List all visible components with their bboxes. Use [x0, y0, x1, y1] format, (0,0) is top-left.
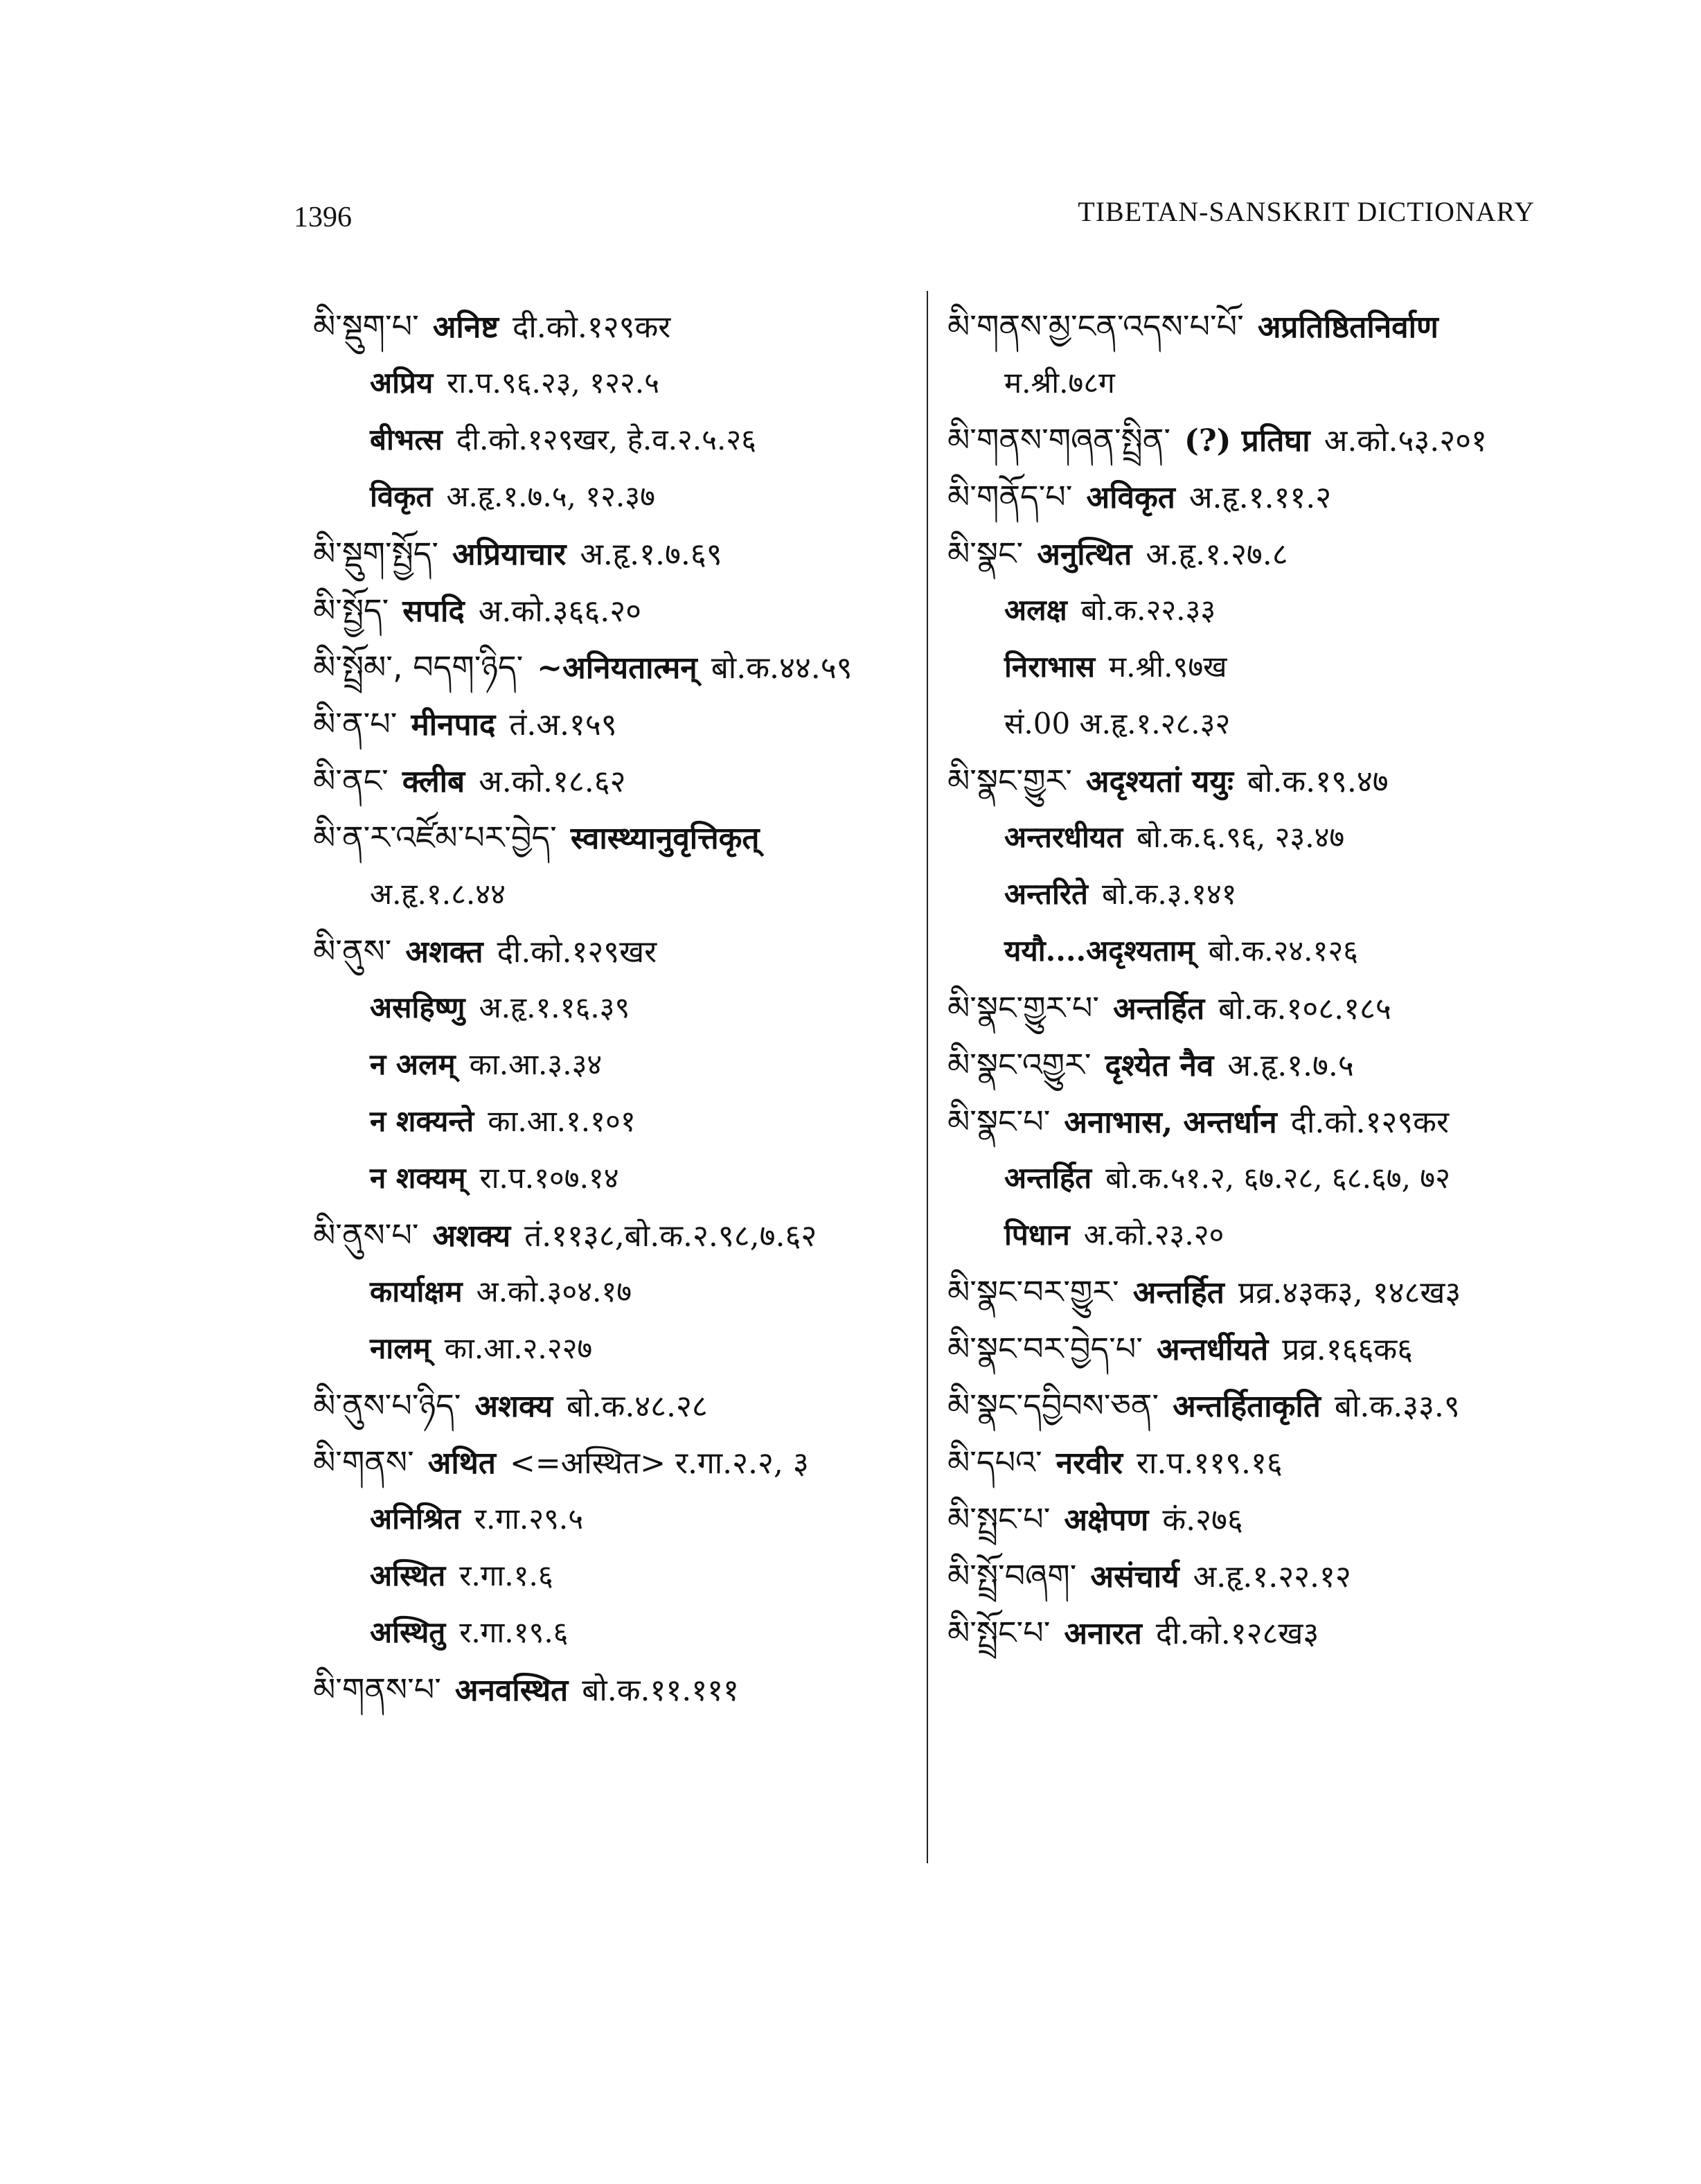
tibetan-headword: མི་གནས་མྱ་ངན་འདས་པ་པོ་ [947, 308, 1244, 345]
left-column [313, 298, 923, 1718]
sanskrit-equivalent: अनुत्थित [1037, 537, 1132, 572]
dictionary-entry-headword [947, 1547, 1571, 1604]
dictionary-entry-headword [947, 1320, 1571, 1377]
source-reference: म.श्री.९७ख [1109, 650, 1227, 684]
dictionary-entry-sub [313, 1547, 923, 1604]
dictionary-entry-sub [313, 1263, 923, 1320]
dictionary-entry-headword [313, 1661, 923, 1718]
sanskrit-equivalent: अदृश्यतां ययुः [1085, 764, 1234, 799]
dictionary-entry-sub [947, 809, 1571, 866]
source-reference: र.गा.१९.६ [459, 1615, 569, 1649]
dictionary-entry-sub [947, 1207, 1571, 1263]
sanskrit-equivalent: अनारत [1064, 1616, 1142, 1651]
source-reference: बो.क.१०८.१८५ [1218, 991, 1391, 1027]
tibetan-headword: མི་གནོད་པ་ [947, 478, 1073, 515]
source-reference: रा.प.१०७.१४ [479, 1161, 619, 1195]
sanskrit-equivalent: नरवीर [1056, 1446, 1123, 1481]
source-reference: अ.हृ.१.२७.८ [1146, 537, 1288, 572]
sanskrit-equivalent: अन्तर्हित [1132, 1275, 1224, 1311]
sanskrit-equivalent: अनिश्रित [370, 1502, 461, 1536]
dictionary-entry-sub [313, 1036, 923, 1093]
dictionary-entry-headword [313, 1434, 923, 1491]
dictionary-entry-sub [313, 1491, 923, 1547]
dictionary-entry-sub [947, 639, 1571, 695]
source-reference: अ.को.१८.६२ [479, 764, 626, 799]
dictionary-entry-headword [947, 1491, 1571, 1547]
sanskrit-equivalent: निराभास [1004, 650, 1096, 684]
sanskrit-equivalent: अक्षेपण [1064, 1502, 1149, 1538]
source-reference: अ.हृ.१.७.५ [1227, 1048, 1354, 1083]
dictionary-entry-headword [947, 1093, 1571, 1150]
dictionary-entry-headword [313, 582, 923, 639]
tibetan-headword: མི་སྤྲང་པ་ [947, 1500, 1051, 1538]
dictionary-entry-cont [947, 355, 1571, 411]
tibetan-headword: མི་སྤྲོམ་, བདག་ཉིད་ [313, 648, 524, 686]
sanskrit-equivalent: अलक्ष [1004, 593, 1067, 627]
sanskrit-equivalent: अशक्त [405, 934, 483, 970]
dictionary-entry-sub [313, 979, 923, 1036]
tibetan-headword: མི་སྣང་གྱུར་པ་ [947, 989, 1100, 1027]
dictionary-entry-headword [947, 1036, 1571, 1093]
sanskrit-equivalent: मीनपाद [411, 707, 496, 743]
source-reference: अ.हृ.१.७.६९ [580, 537, 722, 572]
sanskrit-equivalent: दृश्येत नैव [1105, 1048, 1214, 1083]
source-reference: बो.क.३.१४१ [1101, 877, 1237, 911]
column-divider [927, 291, 928, 1863]
sanskrit-equivalent: अन्तरधीयत [1004, 820, 1123, 854]
dictionary-entry-sub [947, 866, 1571, 923]
dictionary-entry-headword [313, 1207, 923, 1263]
source-reference: बो.क.५१.२, ६७.२८, ६८.६७, ७२ [1105, 1161, 1450, 1195]
source-reference: र.गा.२९.५ [474, 1502, 584, 1536]
dictionary-entry-headword [313, 1377, 923, 1434]
dictionary-entry-headword [947, 468, 1571, 525]
source-reference: अ.को.३०४.१७ [476, 1275, 632, 1308]
dictionary-entry-headword [947, 1377, 1571, 1434]
sanskrit-equivalent: पिधान [1004, 1218, 1070, 1252]
dictionary-entry-headword [313, 752, 923, 809]
source-reference: दी.को.१२९खर [497, 934, 657, 970]
dictionary-entry-sub [313, 1093, 923, 1150]
tibetan-headword: མི་སྤྱོད་ [313, 592, 389, 629]
tibetan-headword: མི་ན་ར་འཛོམ་པར་བྱེད་ [313, 819, 557, 856]
sanskrit-equivalent: अस्थित [370, 1559, 446, 1592]
tibetan-headword: མི་སྣང་བར་བྱེད་པ་ [947, 1330, 1143, 1367]
source-reference: का.आ.३.३४ [469, 1047, 603, 1081]
source-reference: दी.को.१२९खर, हे.व.२.५.२६ [456, 423, 756, 456]
source-reference: कं.२७६ [1162, 1502, 1243, 1538]
sanskrit-equivalent: क्लीब [402, 764, 465, 799]
sanskrit-equivalent: अथित [427, 1446, 496, 1481]
source-reference: दी.को.१२९कर [512, 310, 671, 345]
sanskrit-equivalent: बीभत्स [370, 423, 443, 456]
source-reference: सं.00 अ.हृ.१.२८.३२ [1004, 707, 1231, 740]
right-column [947, 298, 1571, 1661]
sanskrit-equivalent: अनिष्ट [432, 310, 499, 345]
source-reference: तं.अ.१५९ [509, 707, 617, 743]
sanskrit-equivalent: अन्तर्धीयते [1156, 1332, 1269, 1367]
tibetan-headword: མི་གནས་གཞན་སྤྲིན་ [947, 421, 1171, 459]
tibetan-headword: མི་སྣང་བར་གྱུར་ [947, 1273, 1119, 1311]
sanskrit-equivalent: अप्रिय [370, 366, 434, 400]
source-reference: बो.क.२४.१२६ [1208, 934, 1358, 968]
source-reference: बो.क.२२.३३ [1080, 593, 1216, 627]
source-reference: अ.को.५३.२०१ [1324, 423, 1487, 459]
dictionary-entry-headword [313, 639, 923, 695]
source-reference: बो.क.१९.४७ [1247, 764, 1389, 799]
dictionary-entry-sub [313, 1320, 923, 1377]
dictionary-entry-headword [313, 298, 923, 355]
tibetan-headword: མི་ནུས་ [313, 932, 392, 970]
sanskrit-equivalent: असहिष्णु [370, 991, 465, 1024]
tibetan-headword: མི་སྣང་པ་ [947, 1103, 1051, 1140]
tibetan-headword: མི་སྣང་འགྱུར་ [947, 1046, 1092, 1083]
dictionary-entry-headword [313, 695, 923, 752]
dictionary-entry-cont [313, 866, 923, 923]
sanskrit-equivalent: अन्तर्हित [1113, 991, 1205, 1027]
source-reference: र.गा.१.६ [459, 1559, 553, 1592]
tibetan-headword: མི་ནང་ [313, 762, 389, 799]
source-reference: अ.को.२३.२० [1083, 1218, 1224, 1252]
tibetan-headword: མི་སྣང་ [947, 535, 1024, 572]
sanskrit-equivalent: नालम् [370, 1331, 431, 1365]
source-reference: दी.को.१२९कर [1290, 1105, 1449, 1140]
source-reference: तं.११३८,बो.क.२.९८,७.६२ [524, 1218, 817, 1254]
tibetan-headword: མི་སྣང་དབྱིབས་ཅན་ [947, 1387, 1159, 1424]
dictionary-entry-headword [313, 525, 923, 582]
source-reference: प्रव्र.४३क३, १४८ख३ [1238, 1275, 1461, 1311]
tibetan-headword: མི་གནས་ [313, 1444, 414, 1481]
dictionary-entry-headword [947, 411, 1571, 468]
source-reference: अ.हृ.१.७.५, १२.३७ [446, 479, 655, 513]
tibetan-headword: མི་སྤྲོང་པ་ [947, 1614, 1051, 1651]
sanskrit-equivalent: सपदि [402, 594, 465, 629]
source-reference: अ.हृ.१.१६.३९ [479, 991, 630, 1024]
sanskrit-equivalent: अनवस्थित [454, 1673, 569, 1708]
sanskrit-equivalent: अप्रियाचार [452, 537, 567, 572]
source-reference: बो.क.४४.५९ [711, 650, 853, 686]
dictionary-entry-headword [313, 923, 923, 979]
dictionary-entry-headword [947, 298, 1571, 355]
sanskrit-equivalent: अशक्य [474, 1389, 553, 1424]
dictionary-entry-sub [313, 355, 923, 411]
sanskrit-equivalent: अप्रतिष्ठितनिर्वाण [1257, 310, 1439, 345]
source-reference: अ.हृ.१.११.२ [1188, 480, 1332, 515]
sanskrit-equivalent: अनाभास, अन्तर्धान [1064, 1105, 1277, 1140]
tibetan-headword: མི་སྣང་གྱུར་ [947, 762, 1072, 799]
tibetan-headword: མི་ན་པ་ [313, 705, 398, 743]
dictionary-entry-sub [947, 923, 1571, 979]
source-reference: म.श्री.७८ग [1004, 366, 1115, 400]
source-reference: रा.प.९६.२३, १२२.५ [447, 366, 659, 400]
sanskrit-equivalent: न शक्यन्ते [370, 1104, 474, 1138]
source-reference: का.आ.१.१०१ [488, 1104, 636, 1138]
sanskrit-equivalent: ययौ....अदृश्यताम् [1004, 934, 1195, 968]
dictionary-entry-headword [947, 752, 1571, 809]
dictionary-entry-sub [947, 582, 1571, 639]
sanskrit-equivalent: असंचार्य [1090, 1559, 1179, 1595]
source-reference: बो.क.६.९६, २३.४७ [1137, 820, 1345, 854]
sanskrit-equivalent: अस्थितु [370, 1615, 446, 1649]
source-reference: बो.क.११.१११ [582, 1673, 739, 1708]
tibetan-headword: མི་ནུས་པ་ཉིད་ [313, 1387, 461, 1424]
source-reference: रा.प.११९.१६ [1137, 1446, 1283, 1481]
dictionary-entry-sub [947, 695, 1571, 752]
source-reference: बो.क.३३.९ [1334, 1389, 1460, 1424]
dictionary-entry-headword [313, 809, 923, 866]
tibetan-headword: མི་སྤྲོ་བཞག་ [947, 1557, 1077, 1595]
dictionary-entry-headword [947, 1434, 1571, 1491]
dictionary-entry-sub [313, 1150, 923, 1207]
sanskrit-equivalent: न अलम् [370, 1047, 456, 1081]
dictionary-entry-sub [947, 1150, 1571, 1207]
source-reference: का.आ.२.२२७ [444, 1331, 593, 1365]
tibetan-headword: མི་སྡུག་སྤྱོད་ [313, 535, 439, 572]
sanskrit-equivalent: अन्तर्हिताकृति [1173, 1389, 1321, 1424]
source-reference: अ.को.३६६.२० [478, 594, 641, 629]
source-reference: बो.क.४८.२८ [567, 1389, 708, 1424]
dictionary-entry-headword [947, 1604, 1571, 1661]
source-reference: दी.को.१२८ख३ [1155, 1616, 1319, 1651]
page-number: 1396 [294, 202, 352, 233]
dictionary-entry-sub [313, 411, 923, 468]
dictionary-entry-headword [947, 525, 1571, 582]
source-reference: <=अस्थित> र.गा.२.२, ३ [509, 1446, 809, 1481]
sanskrit-equivalent: स्वास्थ्यानुवृत्तिकृत् [570, 821, 760, 856]
dictionary-entry-sub [313, 468, 923, 525]
source-reference: प्रव्र.१६६क६ [1282, 1332, 1414, 1367]
dictionary-entry-sub [313, 1604, 923, 1661]
sanskrit-equivalent: कार्याक्षम [370, 1275, 463, 1308]
dictionary-entry-headword [947, 1263, 1571, 1320]
sanskrit-equivalent: अविकृत [1086, 480, 1175, 515]
sanskrit-equivalent: अशक्य [432, 1218, 511, 1254]
sanskrit-equivalent: अन्तरिते [1004, 877, 1088, 911]
sanskrit-equivalent: न शक्यम् [370, 1161, 466, 1195]
running-title: TIBETAN-SANSKRIT DICTIONARY [1078, 196, 1535, 227]
tibetan-headword: མི་ནུས་པ་ [313, 1216, 419, 1254]
source-reference: अ.हृ.१.२२.१२ [1193, 1559, 1351, 1595]
dictionary-entry-headword [947, 979, 1571, 1036]
tibetan-headword: མི་སྡུག་པ་ [313, 308, 419, 345]
sanskrit-equivalent: अन्तर्हित [1004, 1161, 1092, 1195]
source-reference: अ.हृ.१.८.४४ [370, 877, 506, 911]
sanskrit-equivalent: ~अनियतात्मन् [537, 650, 697, 686]
sanskrit-equivalent: विकृत [370, 479, 433, 513]
tibetan-headword: མི་གནས་པ་ [313, 1671, 441, 1708]
sanskrit-equivalent: (?) प्रतिघा [1184, 423, 1310, 459]
tibetan-headword: མི་དཔའ་ [947, 1444, 1042, 1481]
